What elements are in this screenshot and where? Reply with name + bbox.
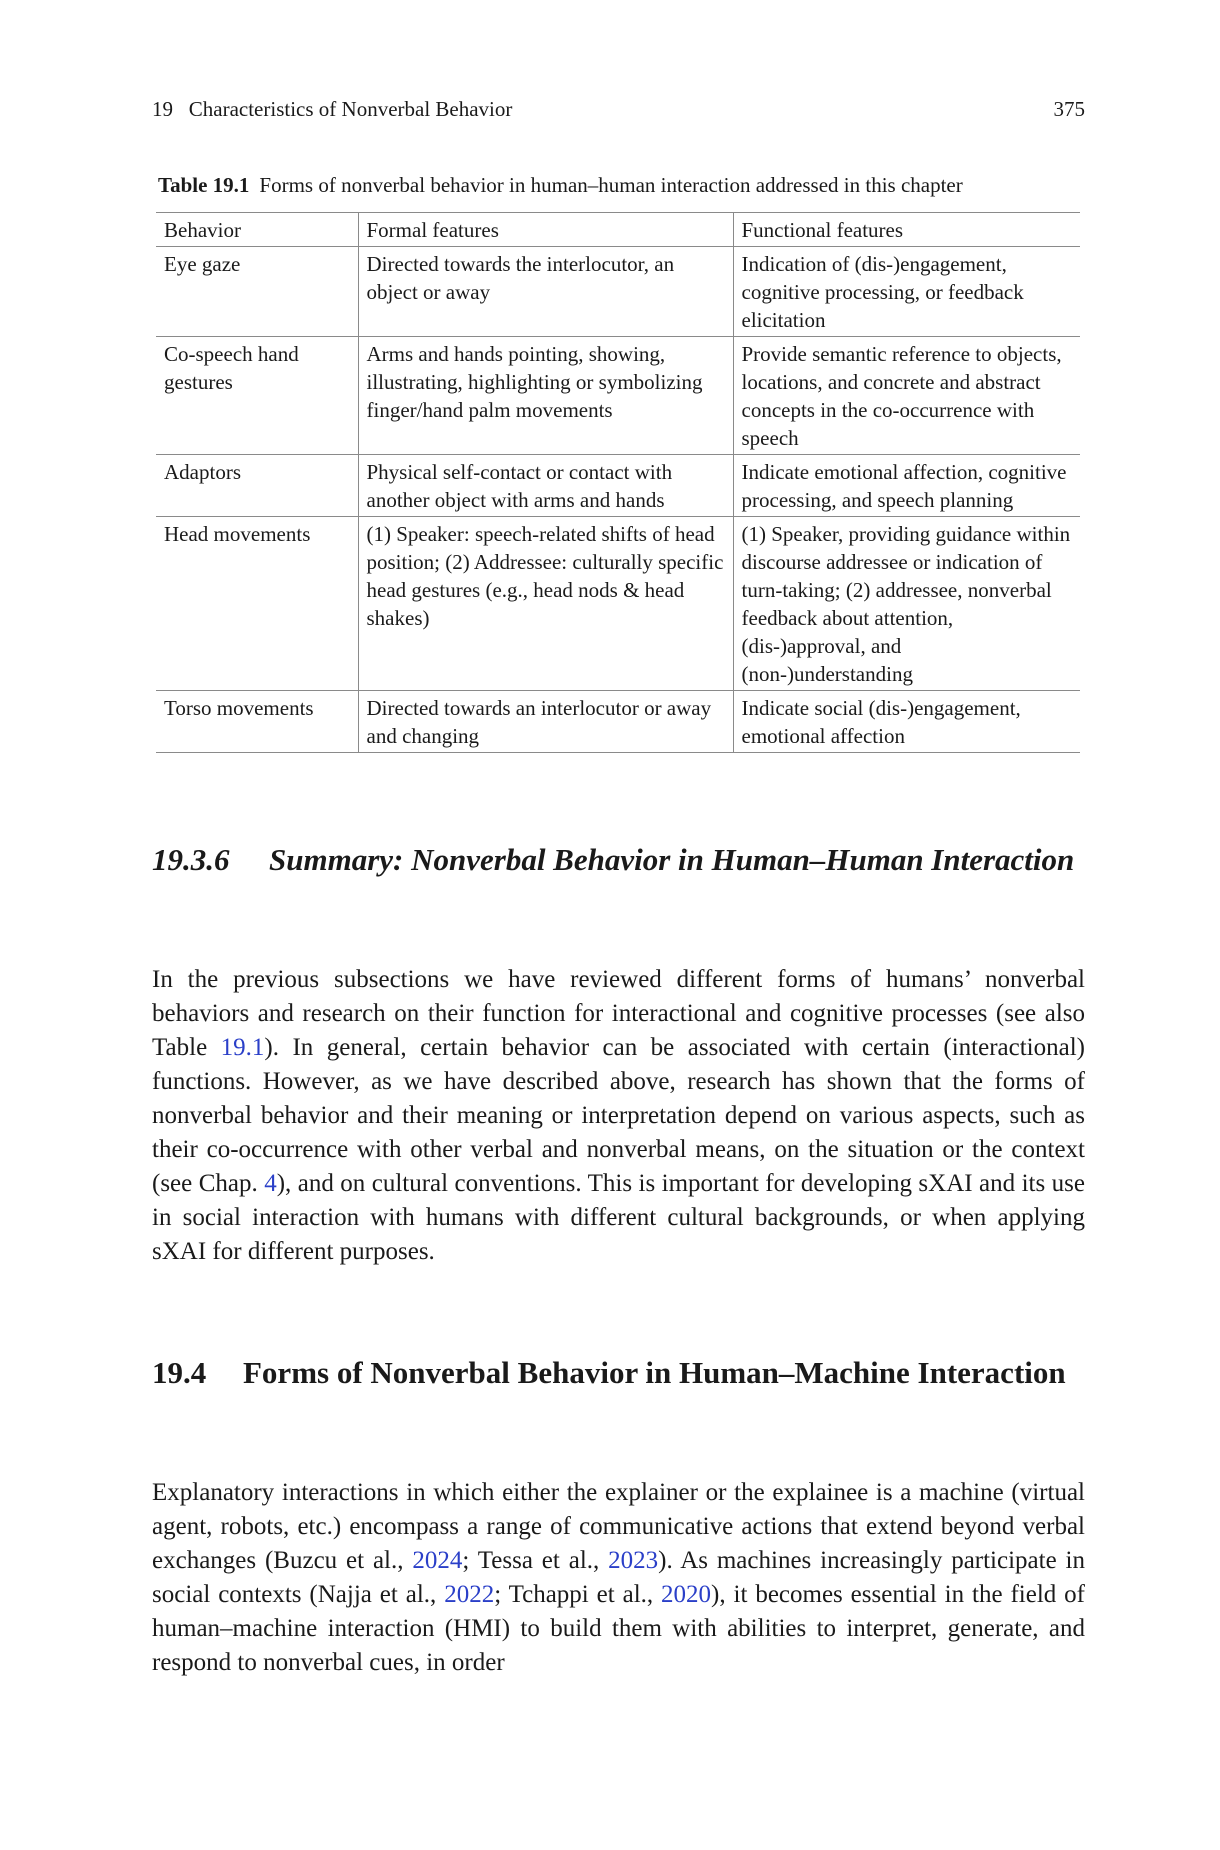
table-cell: Directed towards the interlocutor, an object or away	[358, 247, 733, 337]
column-header: Behavior	[156, 213, 358, 247]
table-caption	[158, 173, 1088, 198]
citation-link[interactable]: 2023	[608, 1547, 659, 1574]
table-label: Table 19.1	[158, 173, 250, 197]
table-header-row	[156, 213, 1080, 247]
table-cell: (1) Speaker: speech-related shifts of head position; (2) Addressee: culturally specific head gestures (e.g., head nods & head shakes)	[358, 517, 733, 691]
running-head	[152, 97, 1085, 122]
column-header: Formal features	[358, 213, 733, 247]
table-cell: Eye gaze	[156, 247, 358, 337]
column-header: Functional features	[733, 213, 1080, 247]
citation-link[interactable]: 2020	[661, 1581, 712, 1608]
chapter-reference-link[interactable]: 4	[264, 1170, 277, 1197]
table-row	[156, 517, 1080, 691]
section-title: Summary: Nonverbal Behavior in Human–Human Interaction	[269, 842, 1075, 877]
citation-link[interactable]: 2022	[444, 1581, 495, 1608]
table-reference-link[interactable]: 19.1	[220, 1034, 265, 1061]
table-cell: Torso movements	[156, 691, 358, 753]
table-cell: Indication of (dis-)engagement, cognitive processing, or feedback elicitation	[733, 247, 1080, 337]
chapter-running-title: 19 Characteristics of Nonverbal Behavior	[152, 97, 513, 121]
table-cell: Arms and hands pointing, showing, illustrating, highlighting or symbolizing finger/hand palm movements	[358, 337, 733, 455]
section-title: Forms of Nonverbal Behavior in Human–Machine Interaction	[243, 1355, 1066, 1390]
table-row	[156, 691, 1080, 753]
table-caption-text: Forms of nonverbal behavior in human–human interaction addressed in this chapter	[259, 173, 963, 197]
section-number: 19.3.6	[152, 842, 230, 877]
table-row	[156, 455, 1080, 517]
table-cell: Adaptors	[156, 455, 358, 517]
section-heading-19-4	[152, 1353, 1085, 1393]
table-cell: Physical self-contact or contact with another object with arms and hands	[358, 455, 733, 517]
section-number: 19.4	[152, 1355, 207, 1390]
summary-paragraph: In the previous subsections we have reviewed different forms of humans’ nonverbal behaviors and research on their function for interactional and cognitive processes (see also Table 19.1). In general, certain behavior can be associated with certain (interactional) functions. However, as we have described above, research has shown that the forms of nonverbal behavior and their meaning or interpretation depend on various aspects, such as their co-occurrence with other verbal and nonverbal means, on the situation or the context (see Chap. 4), and on cultural conventions. This is important for developing sXAI and its use in social interaction with humans with different cultural backgrounds, or when applying sXAI for different purposes.	[152, 966, 1085, 1265]
table-cell: Provide semantic reference to objects, locations, and concrete and abstract concepts in the co-occurrence with speech	[733, 337, 1080, 455]
section-heading-19-3-6	[152, 840, 1085, 880]
table-cell: Indicate social (dis-)engagement, emotional affection	[733, 691, 1080, 753]
table-row	[156, 337, 1080, 455]
citation-link[interactable]: 2024	[412, 1547, 463, 1574]
nonverbal-behavior-table	[156, 212, 1080, 753]
hmi-paragraph: Explanatory interactions in which either the explainer or the explainee is a machine (virtual agent, robots, etc.) encompass a range of communicative actions that extend beyond verbal exchanges (Buzcu et al., 2024; Tessa et al., 2023). As machines increasingly participate in social contexts (Najja et al., 2022; Tchappi et al., 2020), it becomes essential in the field of human–machine interaction (HMI) to build them with abilities to interpret, generate, and respond to nonverbal cues, in order	[152, 1479, 1086, 1676]
table-cell: (1) Speaker, providing guidance within discourse addressee or indication of turn-taking; (2) addressee, nonverbal feedback about attention, (dis-)approval, and (non-)understanding	[733, 517, 1080, 691]
table-cell: Head movements	[156, 517, 358, 691]
table-row	[156, 247, 1080, 337]
page-number: 375	[1053, 97, 1085, 121]
table-cell: Directed towards an interlocutor or away and changing	[358, 691, 733, 753]
table-cell: Co-speech hand gestures	[156, 337, 358, 455]
table-cell: Indicate emotional affection, cognitive processing, and speech planning	[733, 455, 1080, 517]
